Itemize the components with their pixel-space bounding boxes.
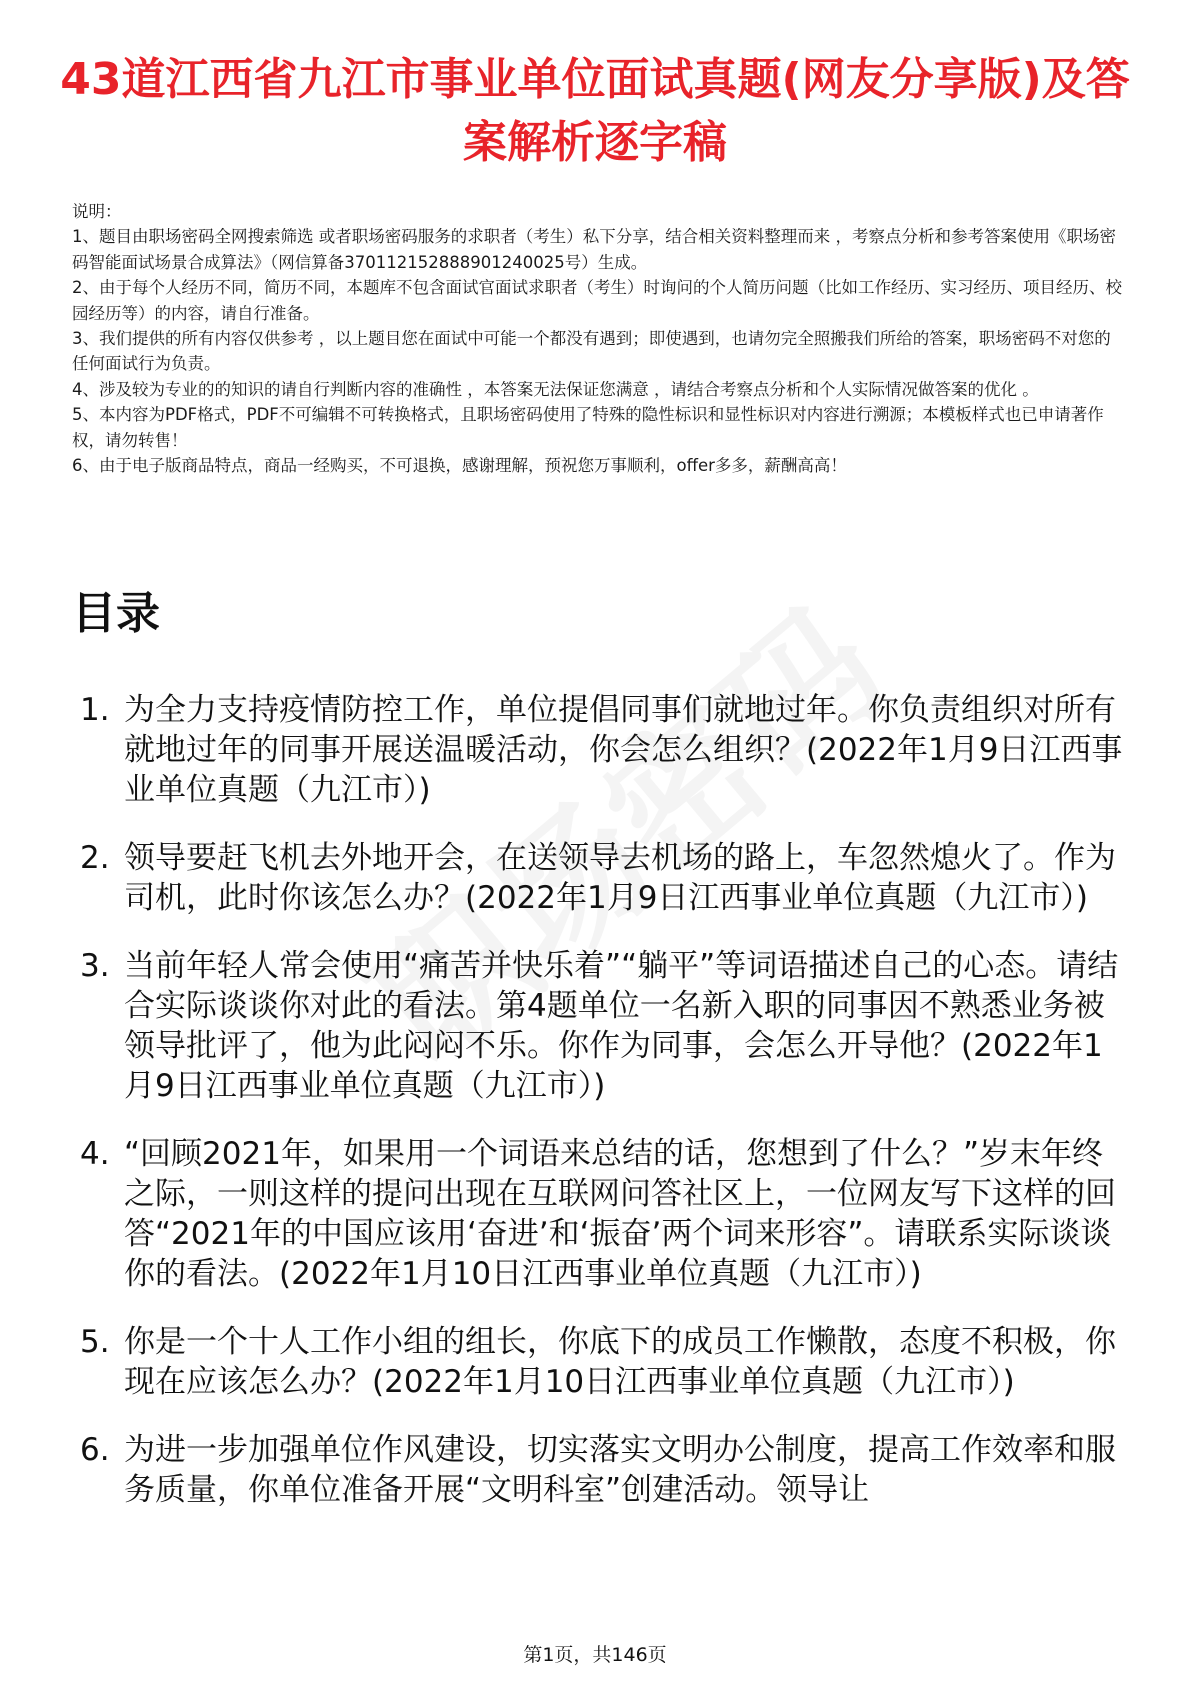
note-item: 4、涉及较为专业的的知识的请自行判断内容的准确性 ，本答案无法保证您满意 ，请结合考察点分析和个人实际情况做答案的优化 。 bbox=[72, 379, 1039, 399]
toc-heading: 目录 bbox=[72, 588, 160, 639]
toc-item-number: 3. bbox=[80, 948, 110, 984]
toc-item-number: 1. bbox=[80, 692, 110, 728]
toc-item-text: 为进一步加强单位作风建设，切实落实文明办公制度，提高工作效率和服务质量，你单位准备开展“文明科室”创建活动。领导让 bbox=[124, 1432, 1116, 1508]
toc-item-text: 当前年轻人常会使用“痛苦并快乐着”“躺平”等词语描述自己的心态。请结合实际谈谈你对此的看法。第4题单位一名新入职的同事因不熟悉业务被领导批评了，他为此闷闷不乐。你作为同事，会怎么开导他？(2022年1月9日江西事业单位真题（九江市）) bbox=[124, 948, 1119, 1104]
page-footer: 第1页，共146页 bbox=[523, 1644, 667, 1666]
toc-item-text: “回顾2021年，如果用一个词语来总结的话，您想到了什么？”岁末年终之际，一则这样的提问出现在互联网问答社区上，一位网友写下这样的回答“2021年的中国应该用‘奋进’和‘振奋’两个词来形容”。请联系实际谈谈你的看法。(2022年1月10日江西事业单位真题（九江市）) bbox=[124, 1136, 1116, 1292]
toc-item-number: 5. bbox=[80, 1324, 110, 1360]
notes-heading: 说明： bbox=[72, 202, 122, 221]
toc-item-number: 6. bbox=[80, 1432, 110, 1468]
toc-item[interactable] bbox=[72, 1430, 1132, 1510]
toc-item-text: 你是一个十人工作小组的组长，你底下的成员工作懒散，态度不积极，你现在应该怎么办？(2022年1月10日江西事业单位真题（九江市）) bbox=[124, 1324, 1116, 1400]
toc-item-text: 为全力支持疫情防控工作，单位提倡同事们就地过年。你负责组织对所有就地过年的同事开展送温暖活动，你会怎么组织？(2022年1月9日江西事业单位真题（九江市）) bbox=[124, 692, 1123, 808]
toc-list bbox=[72, 690, 1132, 1538]
note-item: 2、由于每个人经历不同，简历不同，本题库不包含面试官面试求职者（考生）时询问的个人简历问题（比如工作经历、实习经历、项目经历、校园经历等）的内容，请自行准备。 bbox=[72, 278, 1122, 323]
notes-section bbox=[72, 199, 1122, 478]
note-item: 3、我们提供的所有内容仅供参考 ，以上题目您在面试中可能一个都没有遇到；即使遇到，也请勿完全照搬我们所给的答案，职场密码不对您的任何面试行为负责。 bbox=[72, 329, 1111, 374]
note-item: 6、由于电子版商品特点，商品一经购买，不可退换，感谢理解，预祝您万事顺利，offer多多，薪酬高高！ bbox=[72, 456, 847, 476]
toc-item[interactable] bbox=[72, 690, 1132, 810]
toc-item-number: 2. bbox=[80, 840, 110, 876]
toc-item[interactable] bbox=[72, 838, 1132, 918]
toc-item-number: 4. bbox=[80, 1136, 110, 1172]
toc-item[interactable] bbox=[72, 1134, 1132, 1294]
toc-item[interactable] bbox=[72, 1322, 1132, 1402]
document-title: 43道江西省九江市事业单位面试真题(网友分享版)及答案解析逐字稿 bbox=[60, 54, 1130, 168]
toc-item[interactable] bbox=[72, 946, 1132, 1106]
toc-item-text: 领导要赶飞机去外地开会，在送领导去机场的路上，车忽然熄火了。作为司机，此时你该怎么办？(2022年1月9日江西事业单位真题（九江市）) bbox=[124, 840, 1116, 916]
note-item: 5、本内容为PDF格式，PDF不可编辑不可转换格式，且职场密码使用了特殊的隐性标识和显性标识对内容进行溯源；本模板样式也已申请著作权，请勿转售！ bbox=[72, 405, 1104, 450]
note-item: 1、题目由职场密码全网搜索筛选 或者职场密码服务的求职者（考生）私下分享，结合相关资料整理而来 ，考察点分析和参考答案使用《职场密码智能面试场景合成算法》（网信算备370112152888901240025号）生成。 bbox=[72, 227, 1116, 272]
